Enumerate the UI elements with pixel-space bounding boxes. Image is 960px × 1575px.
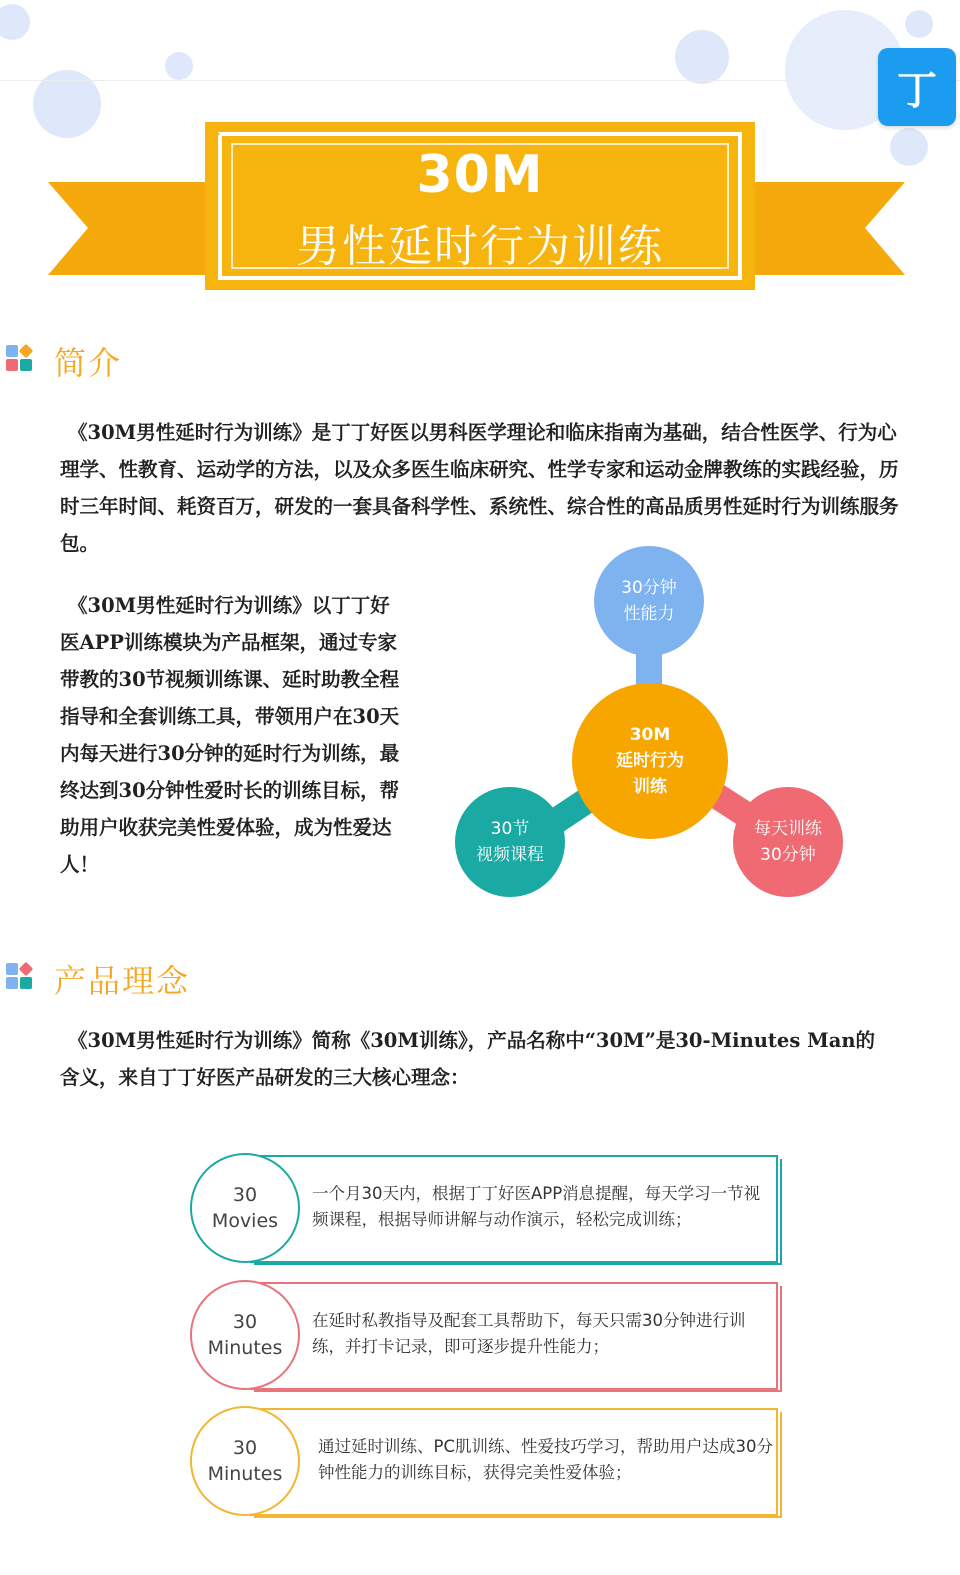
concept-card-minutes-goal <box>190 1408 780 1516</box>
diagram-center-line2: 延时行为 <box>616 751 684 771</box>
concept-paragraph: 《30M男性延时行为训练》简称《30M训练》，产品名称中“30M”是30-Minutes Man的含义，来自丁丁好医产品研发的三大核心理念： <box>60 1029 876 1089</box>
card-badge-word: Movies <box>211 1210 279 1232</box>
intro-paragraph-1: 《30M男性延时行为训练》是丁丁好医以男科医学理论和临床指南为基础，结合性医学、行为心理学、性教育、运动学的方法，以及众多医生临床研究、性学专家和运动金牌教练的实践经验，历时三年时间、耗资百万，研发的一套具备科学性、系统性、综合性的高品质男性延时行为训练服务包。 <box>60 421 899 555</box>
banner-title: 30M <box>416 145 544 205</box>
diagram-top-line2: 性能力 <box>623 604 675 624</box>
diagram-center-line1: 30M <box>629 725 671 745</box>
card-text: 在延时私教指导及配套工具帮助下，每天只需30分钟进行训练，并打卡记录，即可逐步提升性能力； <box>312 1311 746 1356</box>
diagram-node-right <box>733 787 843 897</box>
card-badge-number: 30 <box>232 1184 258 1206</box>
card-text: 通过延时训练、PC肌训练、性爱技巧学习，帮助用户达成30分钟性能力的训练目标，获得完美性爱体验； <box>318 1437 773 1482</box>
logo-text: 丁 <box>897 67 937 114</box>
card-badge-word: Minutes <box>207 1337 283 1359</box>
section-title-concept: 产品理念 <box>54 962 191 1000</box>
diagram-node-center <box>572 683 728 839</box>
card-badge-word: Minutes <box>207 1463 283 1485</box>
banner-subtitle: 男性延时行为训练 <box>296 221 664 272</box>
section-grid-icon <box>6 963 36 993</box>
diagram-node-top <box>594 546 704 656</box>
diagram-right-line2: 30分钟 <box>760 845 816 865</box>
section-title-intro: 简介 <box>54 344 123 382</box>
diagram-left-line1: 30节 <box>490 819 530 839</box>
intro-paragraph-2: 《30M男性延时行为训练》以丁丁好医APP训练模块为产品框架，通过专家带教的30节视频训练课、延时助教全程指导和全套训练工具，带领用户在30天内每天进行30分钟的延时行为训练，最终达到30分钟性爱时长的训练目标，帮助用户收获完美性爱体验，成为性爱达人！ <box>60 594 400 876</box>
concept-card-minutes <box>190 1282 780 1390</box>
diagram-node-left <box>455 787 565 897</box>
card-text: 一个月30天内，根据丁丁好医APP消息提醒，每天学习一节视频课程，根据导师讲解与动作演示，轻松完成训练； <box>312 1184 761 1229</box>
diagram-left-line2: 视频课程 <box>476 845 544 865</box>
concept-card-movies <box>190 1155 780 1263</box>
card-badge-number: 30 <box>232 1311 258 1333</box>
card-badge <box>190 1406 300 1516</box>
diagram-center-line3: 训练 <box>633 777 667 797</box>
card-badge <box>190 1153 300 1263</box>
diagram-top-line1: 30分钟 <box>621 578 677 598</box>
card-badge <box>190 1280 300 1390</box>
diagram-right-line1: 每天训练 <box>754 819 822 839</box>
card-badge-number: 30 <box>232 1437 258 1459</box>
